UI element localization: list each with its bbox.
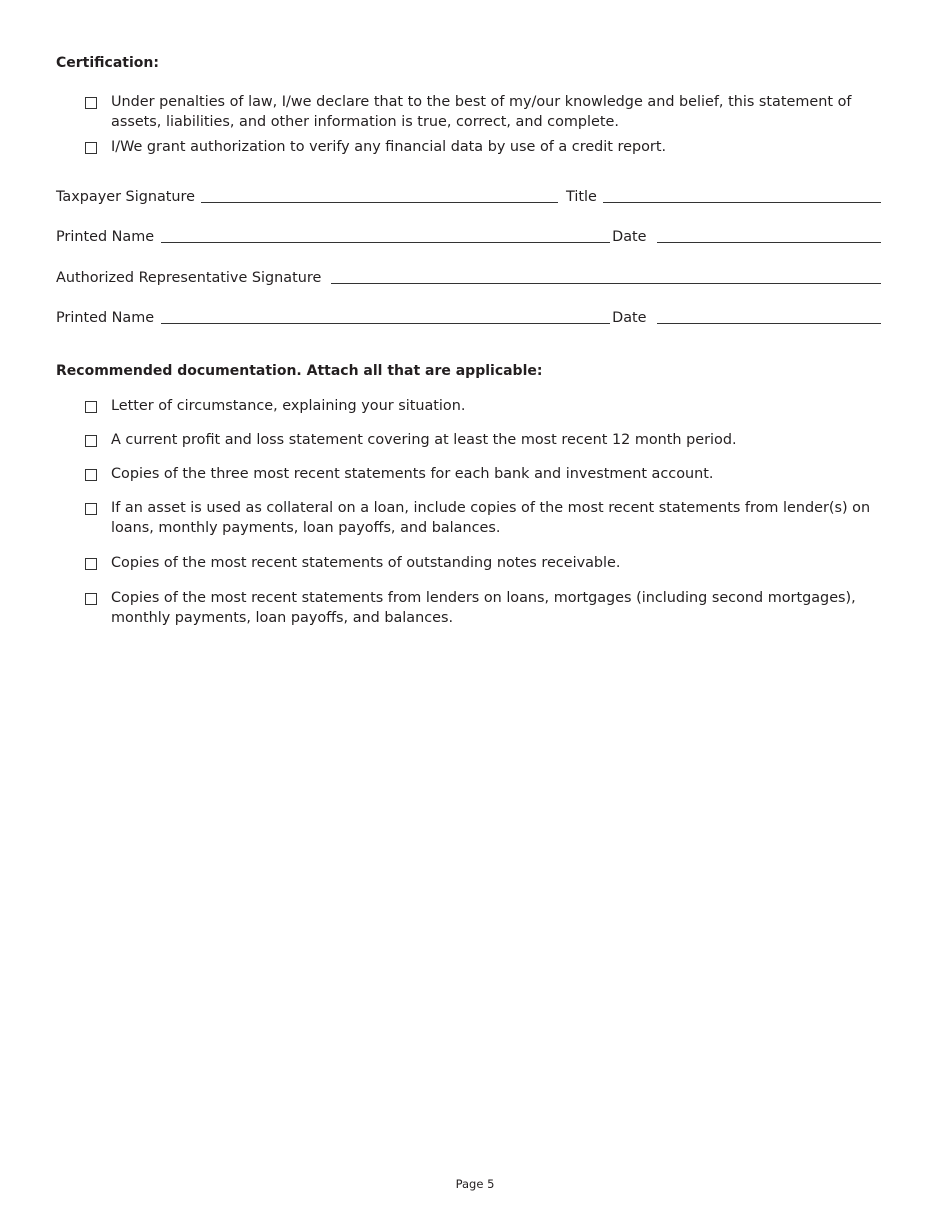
form-page xyxy=(56,0,881,1230)
printed-name-row-1 xyxy=(56,225,881,247)
documentation-item-text: Copies of the most recent statements of outstanding notes receivable. xyxy=(111,555,621,571)
credit-authorization-checkbox[interactable] xyxy=(85,142,97,154)
bank-statements-checkbox[interactable] xyxy=(85,469,97,481)
notes-receivable-checkbox[interactable] xyxy=(85,558,97,570)
printed-name-field-1[interactable] xyxy=(161,242,610,243)
taxpayer-signature-label: Taxpayer Signature xyxy=(56,189,195,205)
authorized-representative-row xyxy=(56,266,881,288)
declaration-text: Under penalties of law, I/we declare that to the best of my/our knowledge and belief, this statement of assets, liabilities, and other information is true, correct, and complete. xyxy=(111,94,852,130)
documentation-item xyxy=(85,465,881,485)
authorized-representative-signature-label: Authorized Representative Signature xyxy=(56,270,322,286)
credit-authorization-text: I/We grant authorization to verify any financial data by use of a credit report. xyxy=(111,139,667,155)
documentation-item xyxy=(85,499,881,538)
title-label: Title xyxy=(565,189,597,205)
title-field[interactable] xyxy=(603,202,881,203)
documentation-item xyxy=(85,397,881,417)
printed-name-field-2[interactable] xyxy=(161,323,610,324)
documentation-item xyxy=(85,554,881,574)
collateral-loan-checkbox[interactable] xyxy=(85,503,97,515)
printed-name-row-2 xyxy=(56,306,881,328)
profit-loss-checkbox[interactable] xyxy=(85,435,97,447)
documentation-item xyxy=(85,431,881,451)
date-label-2: Date xyxy=(612,310,647,326)
authorized-representative-signature-field[interactable] xyxy=(331,283,881,284)
certification-heading: Certification: xyxy=(56,55,159,71)
date-label-1: Date xyxy=(612,229,647,245)
certification-item-credit-authorization xyxy=(85,138,881,158)
date-field-1[interactable] xyxy=(657,242,881,243)
page-number: Page 5 xyxy=(455,1177,495,1191)
lender-statements-checkbox[interactable] xyxy=(85,593,97,605)
certification-item-declaration xyxy=(85,93,881,132)
documentation-item-text: Copies of the three most recent statements for each bank and investment account. xyxy=(111,466,714,482)
taxpayer-signature-row xyxy=(56,185,881,207)
declaration-checkbox[interactable] xyxy=(85,97,97,109)
date-field-2[interactable] xyxy=(657,323,881,324)
documentation-item-text: A current profit and loss statement covering at least the most recent 12 month period. xyxy=(111,432,737,448)
taxpayer-signature-field[interactable] xyxy=(201,202,558,203)
documentation-item-text: Letter of circumstance, explaining your situation. xyxy=(111,398,466,414)
printed-name-label-1: Printed Name xyxy=(56,229,155,245)
documentation-item-text: If an asset is used as collateral on a loan, include copies of the most recent statements from lender(s) on loans, monthly payments, loan payoffs, and balances. xyxy=(111,500,871,536)
documentation-item-text: Copies of the most recent statements from lenders on loans, mortgages (including second mortgages), monthly payments, loan payoffs, and balances. xyxy=(111,590,856,626)
documentation-item xyxy=(85,589,881,628)
documentation-heading: Recommended documentation. Attach all that are applicable: xyxy=(56,363,543,379)
printed-name-label-2: Printed Name xyxy=(56,310,155,326)
letter-of-circumstance-checkbox[interactable] xyxy=(85,401,97,413)
